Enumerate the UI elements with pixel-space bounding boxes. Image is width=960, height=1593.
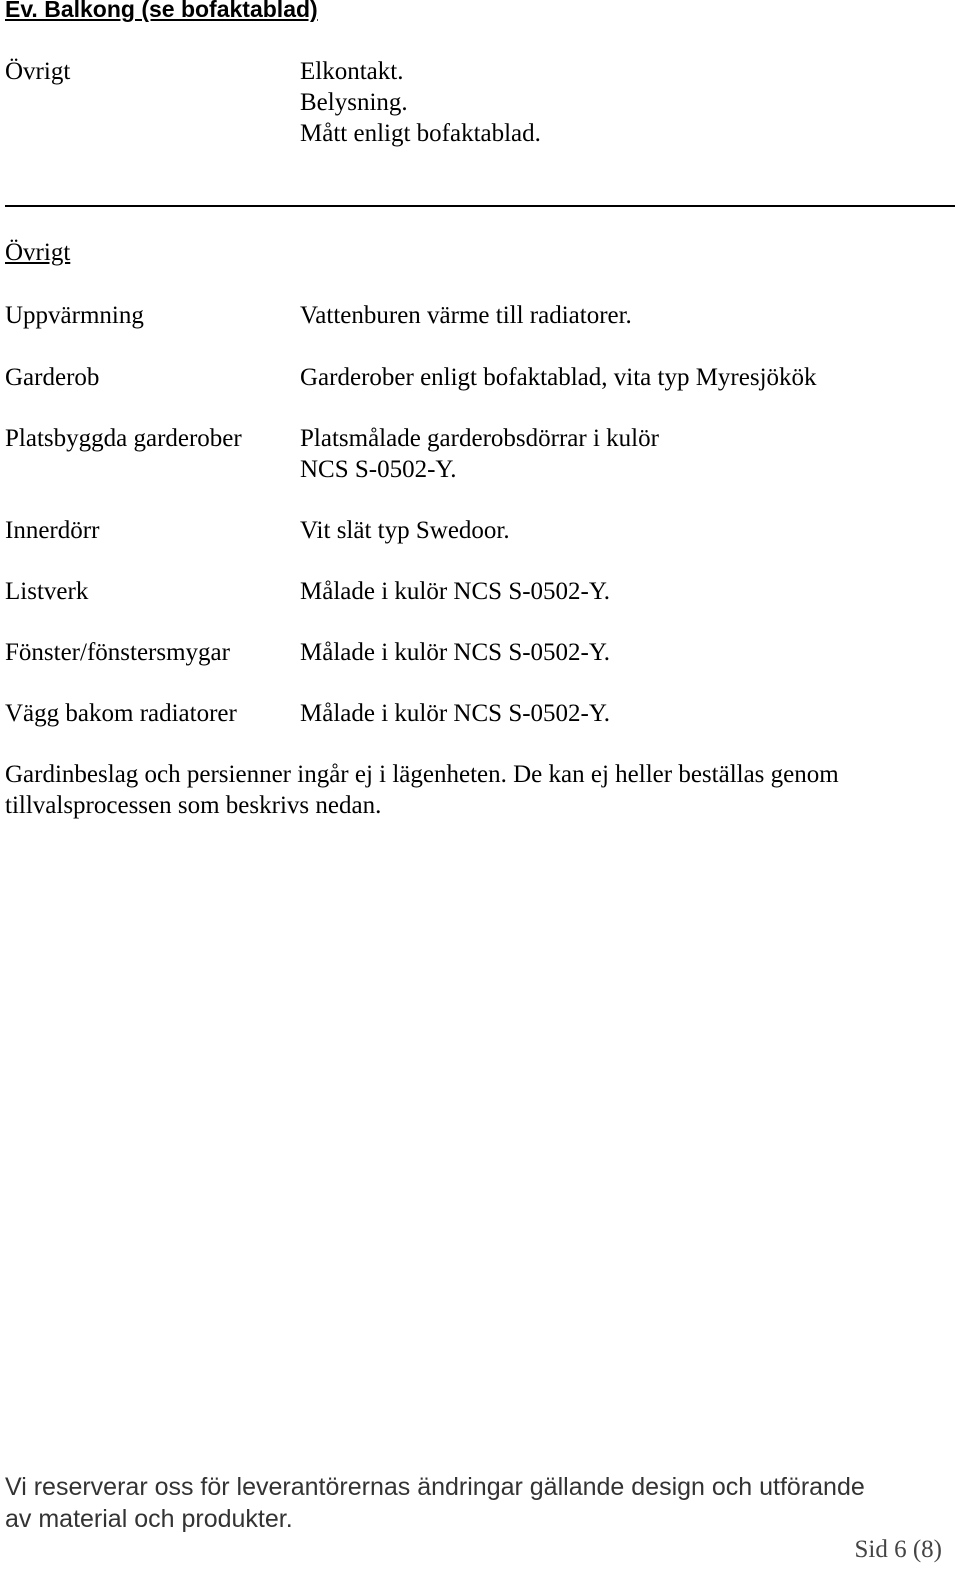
row-value-wall-behind-radiators: Målade i kulör NCS S-0502-Y. <box>300 700 610 727</box>
row-label-interior-door: Innerdörr <box>5 517 100 544</box>
row-label-wardrobe: Garderob <box>5 364 100 391</box>
section-heading-balcony: Ev. Balkong (se bofaktablad) <box>5 0 318 22</box>
row-label-moldings: Listverk <box>5 578 89 605</box>
footer-disclaimer-line2: av material och produkter. <box>5 1505 293 1533</box>
row-value-wardrobe: Garderober enligt bofaktablad, vita typ Myresjökök <box>300 364 817 391</box>
page-number: Sid 6 (8) <box>854 1536 942 1563</box>
section-divider <box>5 205 955 207</box>
balcony-line-lighting: Belysning. <box>300 89 408 116</box>
note-curtain-line2: tillvalsprocessen som beskrivs nedan. <box>5 792 382 819</box>
row-value-built-in-wardrobes: Platsmålade garderobsdörrar i kulör <box>300 425 659 452</box>
row-label-other: Övrigt <box>5 58 71 85</box>
section-heading-other: Övrigt <box>5 239 71 266</box>
row-value-built-in-wardrobes-color: NCS S-0502-Y. <box>300 456 457 483</box>
balcony-line-measurements: Mått enligt bofaktablad. <box>300 120 541 147</box>
row-label-wall-behind-radiators: Vägg bakom radiatorer <box>5 700 237 727</box>
row-value-windows: Målade i kulör NCS S-0502-Y. <box>300 639 610 666</box>
row-value-interior-door: Vit slät typ Swedoor. <box>300 517 510 544</box>
row-label-built-in-wardrobes: Platsbyggda garderober <box>5 425 242 452</box>
row-value-heating: Vattenburen värme till radiatorer. <box>300 302 632 329</box>
note-curtain-line1: Gardinbeslag och persienner ingår ej i lägenheten. De kan ej heller beställas genom <box>5 761 839 788</box>
balcony-line-outlet: Elkontakt. <box>300 58 404 85</box>
row-label-heating: Uppvärmning <box>5 302 144 329</box>
row-label-windows: Fönster/fönstersmygar <box>5 639 230 666</box>
footer-disclaimer-line1: Vi reserverar oss för leverantörernas ändringar gällande design och utförande <box>5 1473 865 1501</box>
row-value-moldings: Målade i kulör NCS S-0502-Y. <box>300 578 610 605</box>
